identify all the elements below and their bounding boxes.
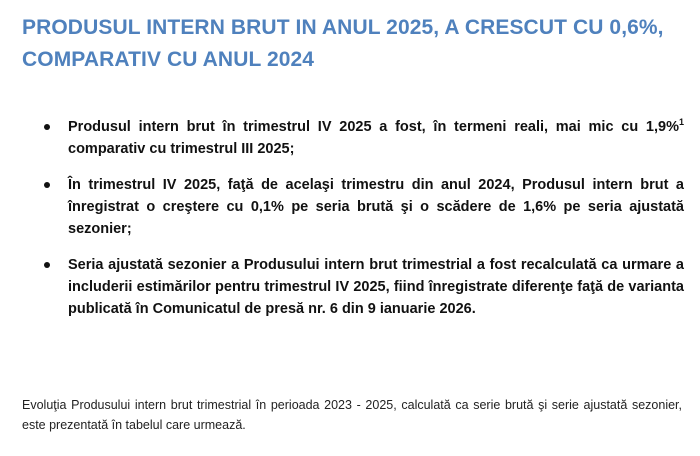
list-item-q4-vs-prior-year [44,174,684,240]
page-title: PRODUSUL INTERN BRUT IN ANUL 2025, A CRESCUT CU 0,6%, COMPARATIV CU ANUL 2024 [22,16,664,71]
bullet-icon [44,124,50,130]
bullet-text-continued: comparativ cu trimestrul III 2025; [68,141,295,157]
bullet-icon [44,182,50,188]
key-points-list [44,116,684,320]
list-item-seasonal-revision [44,254,684,320]
closing-paragraph: Evoluţia Produsului intern brut trimestrial în perioada 2023 - 2025, calculată ca serie brută şi serie ajustată sezonier, este prezentată în tabelul care urmează. [22,398,682,432]
bullet-text: Produsul intern brut în trimestrul IV 2025 a fost, în termeni reali, mai mic cu 1,9% [68,119,679,135]
list-item-q4-vs-q3 [44,116,684,160]
bullet-icon [44,262,50,268]
footnote-marker: 1 [678,117,684,128]
bullet-text: În trimestrul IV 2025, faţă de acelaşi trimestru din anul 2024, Produsul intern brut a înregistrat o creştere cu 0,1% pe seria brută şi o scădere de 1,6% pe seria ajustată sezonier; [68,177,684,237]
bullet-text: Seria ajustată sezonier a Produsului intern brut trimestrial a fost recalculată ca urmare a includerii estimărilor pentru trimestrul IV 2025, fiind înregistrate diferenţe faţă de varianta publicată în Comunicatul de presă nr. 6 din 9 ianuarie 2026. [68,257,684,317]
